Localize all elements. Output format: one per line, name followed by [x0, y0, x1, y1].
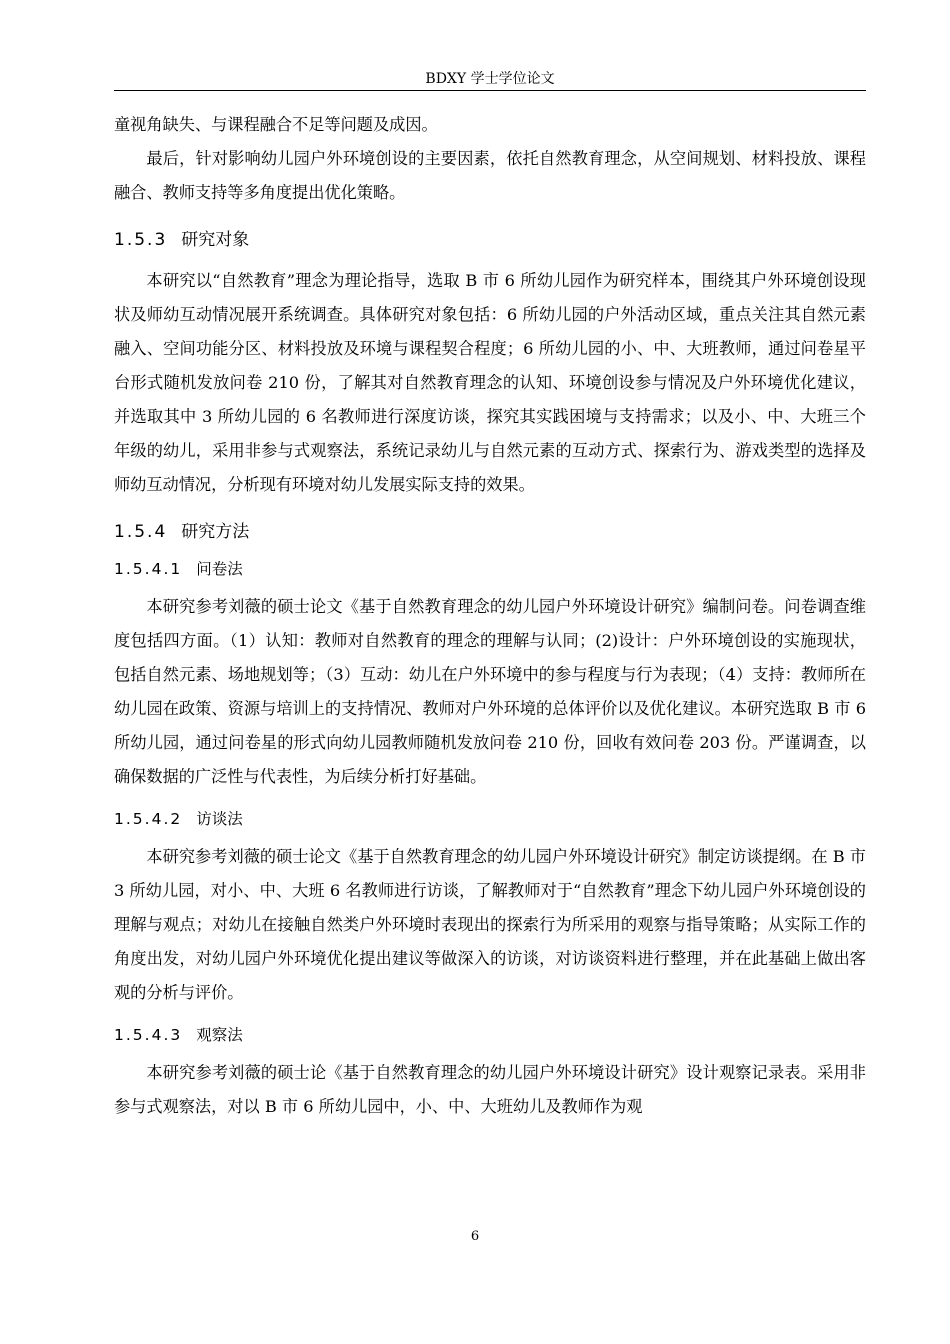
- section-heading: [114, 520, 866, 544]
- subsection-title: 问卷法: [196, 560, 243, 578]
- section-heading: [114, 228, 866, 252]
- subsection-heading: [114, 558, 866, 580]
- page-number: 6: [470, 1229, 480, 1244]
- paragraph: 本研究参考刘薇的硕士论《基于自然教育理念的幼儿园户外环境设计研究》设计观察记录表。采用非参与式观察法，对以 B 市 6 所幼儿园中，小、中、大班幼儿及教师作为观: [114, 1063, 866, 1116]
- running-header: BDXY 学士学位论文: [114, 68, 866, 91]
- subsection-number: 1.5.4.2: [114, 810, 183, 828]
- paragraph: 最后，针对影响幼儿园户外环境创设的主要因素，依托自然教育理念，从空间规划、材料投放、课程融合、教师支持等多角度提出优化策略。: [114, 149, 866, 202]
- paragraph: 本研究以“自然教育”理念为理论指导，选取 B 市 6 所幼儿园作为研究样本，围绕其户外环境创设现状及师幼互动情况展开系统调查。具体研究对象包括：6 所幼儿园的户外活动区域，重点关注其自然元素融入、空间功能分区、材料投放及环境与课程契合程度；6 所幼儿园的小、中、大班教师，通过问卷星平台形式随机发放问卷 210 份，了解其对自然教育理念的认知、环境创设参与情况及户外环境优化建议，并选取其中 3 所幼儿园的 6 名教师进行深度访谈，探究其实践困境与支持需求；以及小、中、大班三个年级的幼儿，采用非参与式观察法，系统记录幼儿与自然元素的互动方式、探索行为、游戏类型的选择及师幼互动情况，分析现有环境对幼儿发展实际支持的效果。: [114, 271, 866, 494]
- subsection-number: 1.5.4.3: [114, 1026, 183, 1044]
- paragraph: 本研究参考刘薇的硕士论文《基于自然教育理念的幼儿园户外环境设计研究》编制问卷。问卷调查维度包括四方面。（1）认知：教师对自然教育的理念的理解与认同；(2)设计：户外环境创设的实施现状，包括自然元素、场地规划等；（3）互动：幼儿在户外环境中的参与程度与行为表现；（4）支持：教师所在幼儿园在政策、资源与培训上的支持情况、教师对户外环境的总体评价以及优化建议。本研究选取 B 市 6 所幼儿园，通过问卷星的形式向幼儿园教师随机发放问卷 210 份，回收有效问卷 203 份。严谨调查，以确保数据的广泛性与代表性，为后续分析打好基础。: [114, 597, 866, 786]
- section-number: 1.5.4: [114, 522, 168, 542]
- paragraph: 童视角缺失、与课程融合不足等问题及成因。: [114, 115, 438, 134]
- page-body: [114, 108, 866, 1124]
- subsection-title: 访谈法: [196, 810, 243, 828]
- section-number: 1.5.3: [114, 230, 168, 250]
- subsection-heading: [114, 808, 866, 830]
- paragraph: 本研究参考刘薇的硕士论文《基于自然教育理念的幼儿园户外环境设计研究》制定访谈提纲。在 B 市 3 所幼儿园，对小、中、大班 6 名教师进行访谈，了解教师对于“自然教育”理念下幼儿园户外环境创设的理解与观点；对幼儿在接触自然类户外环境时表现出的探索行为所采用的观察与指导策略；从实际工作的角度出发，对幼儿园户外环境优化提出建议等做深入的访谈，对访谈资料进行整理，并在此基础上做出客观的分析与评价。: [114, 847, 866, 1002]
- subsection-title: 观察法: [196, 1026, 243, 1044]
- subsection-heading: [114, 1024, 866, 1046]
- section-title: 研究方法: [181, 522, 250, 542]
- section-title: 研究对象: [181, 230, 250, 250]
- subsection-number: 1.5.4.1: [114, 560, 183, 578]
